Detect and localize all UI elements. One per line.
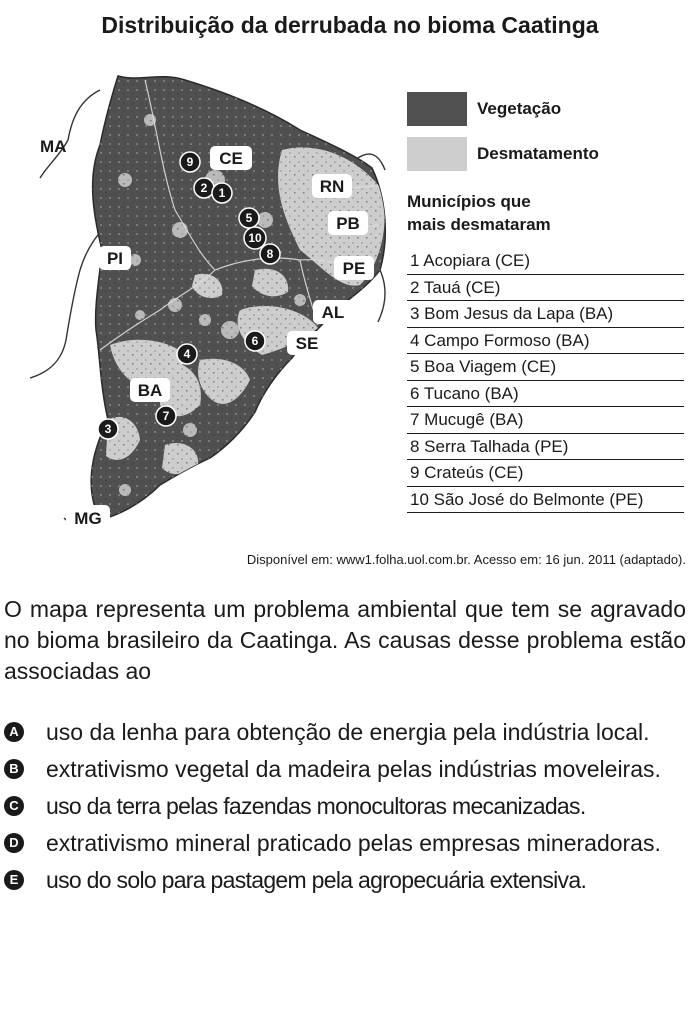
state-label-pi: PI (106, 249, 124, 268)
svg-text:3: 3 (104, 422, 112, 436)
option-c-text: uso da terra pelas fazendas monocultoras mecanizadas. (46, 793, 586, 819)
option-d-badge: D (4, 833, 24, 853)
state-label-se: SE (295, 334, 319, 353)
option-e[interactable] (4, 866, 688, 895)
state-label-ce-box (210, 146, 252, 170)
option-d-text: extrativismo mineral praticado pelas empresas mineradoras. (46, 830, 661, 856)
list-item: 10 São José do Belmonte (PE) (407, 487, 684, 514)
list-item: 7 Mucugê (BA) (407, 407, 684, 434)
svg-text:5: 5 (245, 211, 253, 225)
municipalities-heading-line1: Municípios que (407, 192, 531, 211)
svg-text:2: 2 (200, 181, 208, 195)
marker-8 (260, 244, 280, 264)
marker-6 (245, 331, 265, 351)
option-a-badge: A (4, 722, 24, 742)
question-text: O mapa representa um problema ambiental que tem se agravado no bioma brasileiro da Caatinga. As causas desse problema estão associadas ao (4, 596, 686, 684)
marker-2 (194, 178, 214, 198)
answer-options (4, 718, 688, 895)
marker-3 (98, 419, 118, 439)
option-b-text: extrativismo vegetal da madeira pelas indústrias moveleiras. (46, 756, 661, 782)
state-label-mg: MG (74, 509, 102, 528)
svg-text:9: 9 (186, 155, 194, 169)
legend-swatch-deforestation (407, 137, 467, 171)
state-label-ba: BA (137, 381, 163, 400)
state-label-pb: PB (336, 214, 360, 233)
list-item: 6 Tucano (BA) (407, 381, 684, 408)
municipalities-list (407, 248, 684, 513)
list-item: 3 Bom Jesus da Lapa (BA) (407, 301, 684, 328)
marker-7 (156, 406, 176, 426)
option-b-badge: B (4, 759, 24, 779)
svg-text:1: 1 (218, 186, 226, 200)
page-title: Distribuição da derrubada no bioma Caatinga (101, 12, 599, 38)
legend-label-deforestation: Desmatamento (477, 144, 599, 163)
legend-label-vegetation: Vegetação (477, 99, 562, 118)
state-label-pe: PE (342, 259, 366, 278)
svg-text:10: 10 (248, 231, 262, 245)
state-label-ce: CE (219, 149, 243, 168)
state-label-al: AL (321, 303, 345, 322)
option-c[interactable] (4, 792, 688, 821)
option-e-badge: E (4, 870, 24, 890)
municipalities-heading (407, 190, 551, 236)
option-e-text: uso do solo para pastagem pela agropecuária extensiva. (46, 867, 587, 893)
source-citation: Disponível em: www1.folha.uol.com.br. Acesso em: 16 jun. 2011 (adaptado). (246, 552, 686, 567)
caatinga-map (0, 60, 400, 530)
svg-text:4: 4 (183, 347, 191, 361)
option-d[interactable] (4, 829, 688, 858)
state-label-rn: RN (319, 177, 345, 196)
marker-10 (244, 227, 266, 249)
list-item: 1 Acopiara (CE) (407, 248, 684, 275)
option-c-badge: C (4, 796, 24, 816)
svg-text:7: 7 (162, 409, 170, 423)
list-item: 9 Crateús (CE) (407, 460, 684, 487)
state-label-ma: MA (40, 137, 67, 156)
list-item: 4 Campo Formoso (BA) (407, 328, 684, 355)
option-b[interactable] (4, 755, 688, 784)
marker-1 (212, 183, 232, 203)
list-item: 5 Boa Viagem (CE) (407, 354, 684, 381)
municipalities-heading-line2: mais desmataram (407, 215, 551, 234)
svg-text:6: 6 (251, 334, 259, 348)
legend-swatch-vegetation (407, 92, 467, 126)
svg-text:8: 8 (266, 247, 274, 261)
marker-4 (177, 344, 197, 364)
marker-9 (180, 152, 200, 172)
marker-5 (239, 208, 259, 228)
option-a[interactable] (4, 718, 688, 747)
list-item: 8 Serra Talhada (PE) (407, 434, 684, 461)
option-a-text: uso da lenha para obtenção de energia pela indústria local. (46, 719, 650, 745)
list-item: 2 Tauá (CE) (407, 275, 684, 302)
